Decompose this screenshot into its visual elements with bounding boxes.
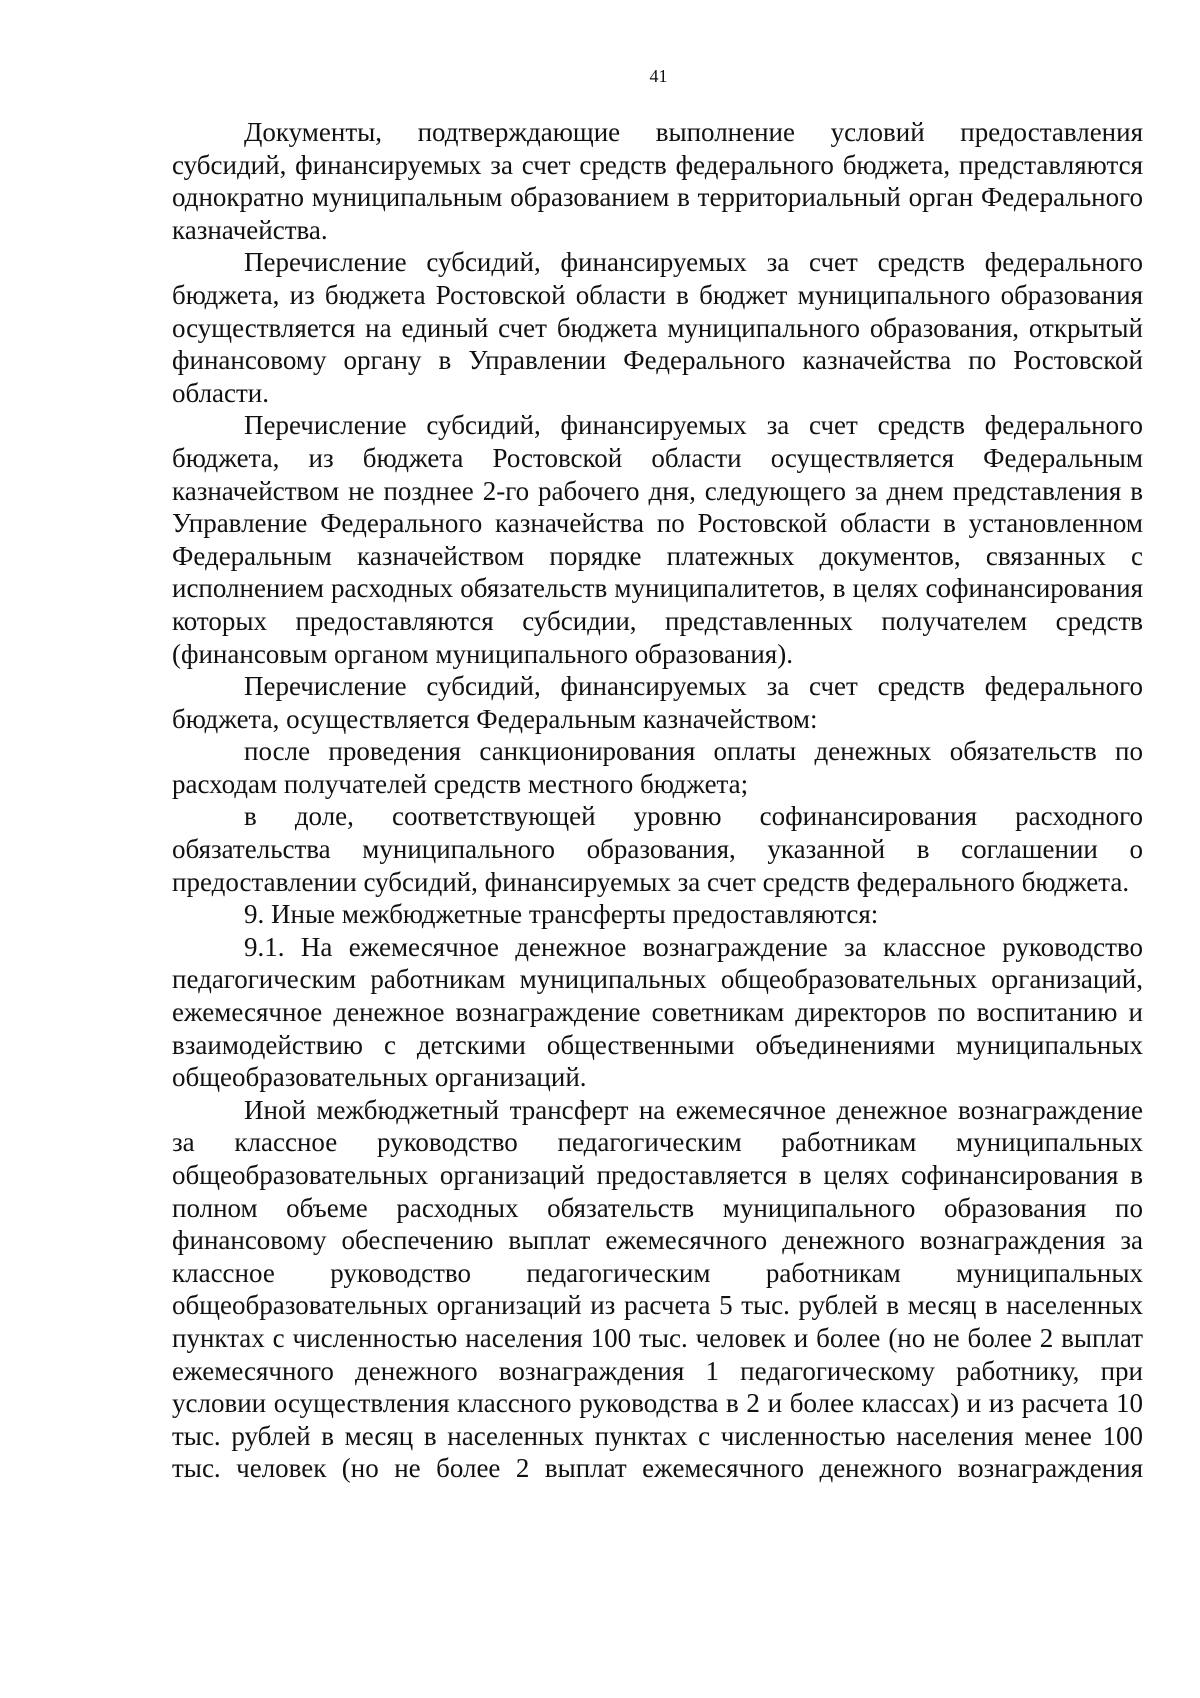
paragraph-transfer-to-municipal-budget: Перечисление субсидий, финансируемых за счет средств федерального бюджета, из бюджета Ростовской области в бюджет муниципального образования осуществляется на единый счет бюджета муниципального образования, открытый финансовому органу в Управлении Федерального казначейства по Ростовской области.: [172, 247, 1143, 408]
document-body: [172, 116, 1143, 1485]
paragraph-after-sanctioning: после проведения санкционирования оплаты денежных обязательств по расходам получателей средств местного бюджета;: [172, 736, 1143, 799]
paragraph-transfer-conditions-intro: Перечисление субсидий, финансируемых за счет средств федерального бюджета, осуществляется Федеральным казначейством:: [172, 671, 1143, 734]
paragraph-documents-confirmation: Документы, подтверждающие выполнение условий предоставления субсидий, финансируемых за счет средств федерального бюджета, представляются однократно муниципальным образованием в территориальный орган Федерального казначейства.: [172, 117, 1143, 245]
paragraph-in-share: в доле, соответствующей уровню софинансирования расходного обязательства муниципального образования, указанной в соглашении о предоставлении субсидий, финансируемых за счет средств федерального бюджета.: [172, 801, 1143, 897]
paragraph-other-interbudget-transfer: Иной межбюджетный трансферт на ежемесячное денежное вознаграждение за классное руководство педагогическим работникам муниципальных общеобразовательных организаций предоставляется в целях софинансирования в полном объеме расходных обязательств муниципального образования по финансовому обеспечению выплат ежемесячного денежного вознаграждения за классное руководство педагогическим работникам муниципальных общеобразовательных организаций из расчета 5 тыс. рублей в месяц в населенных пунктах с численностью населения 100 тыс. человек и более (но не более 2 выплат ежемесячного денежного вознаграждения 1 педагогическому работнику, при условии осуществления классного руководства в 2 и более классах) и из расчета 10 тыс. рублей в месяц в населенных пунктах с численностью населения менее 100 тыс. человек (но не более 2 выплат ежемесячного денежного вознаграждения: [172, 1094, 1143, 1484]
paragraph-transfer-by-treasury: Перечисление субсидий, финансируемых за счет средств федерального бюджета, из бюджета Ростовской области осуществляется Федеральным казначейством не позднее 2-го рабочего дня, следующего за днем представления в Управление Федерального казначейства по Ростовской области в установленном Федеральным казначейством порядке платежных документов, связанных с исполнением расходных обязательств муниципалитетов, в целях софинансирования которых предоставляются субсидии, представленных получателем средств (финансовым органом муниципального образования).: [172, 410, 1143, 669]
section-9-heading: 9. Иные межбюджетные трансферты предоставляются:: [244, 899, 879, 930]
page-number: 41: [649, 66, 668, 86]
section-9-1-heading: 9.1. На ежемесячное денежное вознаграждение за классное руководство педагогическим работникам муниципальных общеобразовательных организаций, ежемесячное денежное вознаграждение советникам директоров по воспитанию и взаимодействию с детскими общественными объединениями муниципальных общеобразовательных организаций.: [172, 931, 1143, 1093]
